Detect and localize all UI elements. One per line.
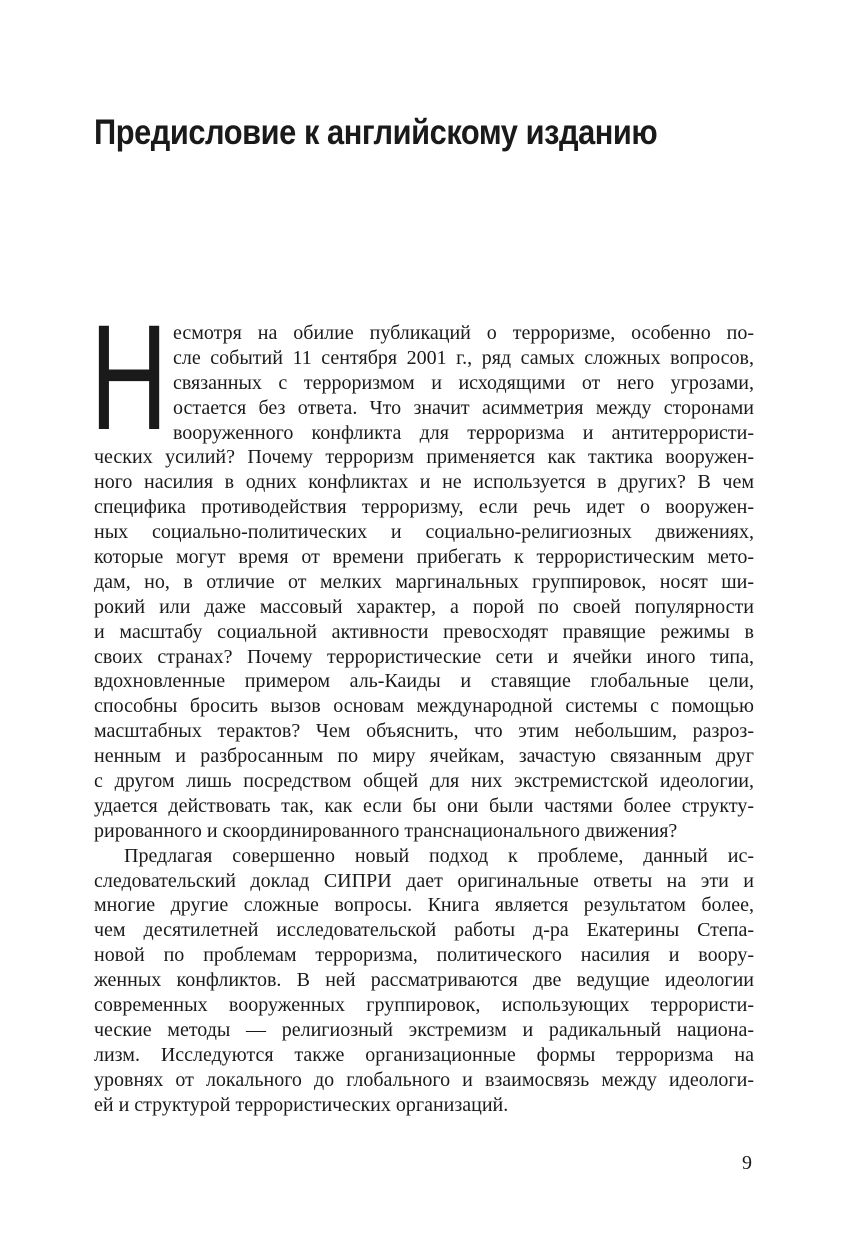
text-line: ческих усилий? Почему терроризм применяется как тактика вооружен- [94,446,754,469]
text-line: которые могут время от времени прибегать к террористическим мето- [94,546,754,569]
text-line: рокий или даже массовый характер, а порой по своей популярности [94,595,754,618]
paragraph [94,844,754,1118]
text-line: ненным и разбросанным по миру ячейкам, зачастую связанным друг [94,745,754,768]
text-line: удается действовать так, как если бы они были частями более структу- [94,794,754,817]
page-number: 9 [742,1152,752,1174]
body-text [94,321,754,1118]
text-line: связанных с терроризмом и исходящими от него угрозами, [173,371,754,394]
text-line: вдохновленные примером аль-Каиды и ставящие глобальные цели, [94,670,754,693]
text-line: лизм. Исследуются также организационные формы терроризма на [94,1043,754,1066]
text-line: сле событий 11 сентября 2001 г., ряд самых сложных вопросов, [173,346,754,369]
text-line: рированного и скоординированного транснационального движения? [94,819,678,842]
text-line: чем десятилетней исследовательской работы д-ра Екатерины Степа- [94,919,754,942]
text-line: новой по проблемам терроризма, политического насилия и воору- [94,944,754,967]
text-line: ного насилия в одних конфликтах и не используется в других? В чем [94,471,754,494]
page-title: Предисловие к английскому изданию [94,113,658,152]
drop-cap: Н [90,293,168,461]
text-line: масштабных терактов? Чем объяснить, что этим небольшим, разроз- [94,720,754,743]
text-line: ных социально-политических и социально-религиозных движениях, [94,521,754,544]
text-line: с другом лишь посредством общей для них экстремистской идеологии, [94,770,754,793]
text-line: следовательский доклад СИПРИ дает оригинальные ответы на эти и [94,869,754,892]
text-line: ей и структурой террористических организаций. [94,1093,509,1116]
text-line: женных конфликтов. В ней рассматриваются две ведущие идеологии [94,969,754,992]
text-line: многие другие сложные вопросы. Книга является результатом более, [94,894,754,917]
text-line: современных вооруженных группировок, использующих террористи- [94,994,754,1017]
text-line: способны бросить вызов основам международной системы с помощью [94,695,754,718]
text-line: специфика противодействия терроризму, если речь идет о вооружен- [94,496,754,519]
text-line: есмотря на обилие публикаций о терроризме, особенно по- [173,322,754,344]
text-line: ческие методы — религиозный экстремизм и радикальный национа- [94,1018,754,1041]
text-line: своих странах? Почему террористические сети и ячейки иного типа, [94,645,754,668]
text-line: и масштабу социальной активности превосходят правящие режимы в [94,620,754,643]
text-line: уровнях от локального до глобального и взаимосвязь между идеологи- [94,1068,754,1091]
text-line: дам, но, в отличие от мелких маргинальных группировок, носят ши- [94,570,754,593]
text-line: Предлагая совершенно новый подход к проблеме, данный ис- [124,844,754,867]
paragraph [94,321,754,844]
text-line: остается без ответа. Что значит асимметрия между сторонами [173,396,754,419]
text-line: вооруженного конфликта для терроризма и антитеррористи- [173,421,754,444]
